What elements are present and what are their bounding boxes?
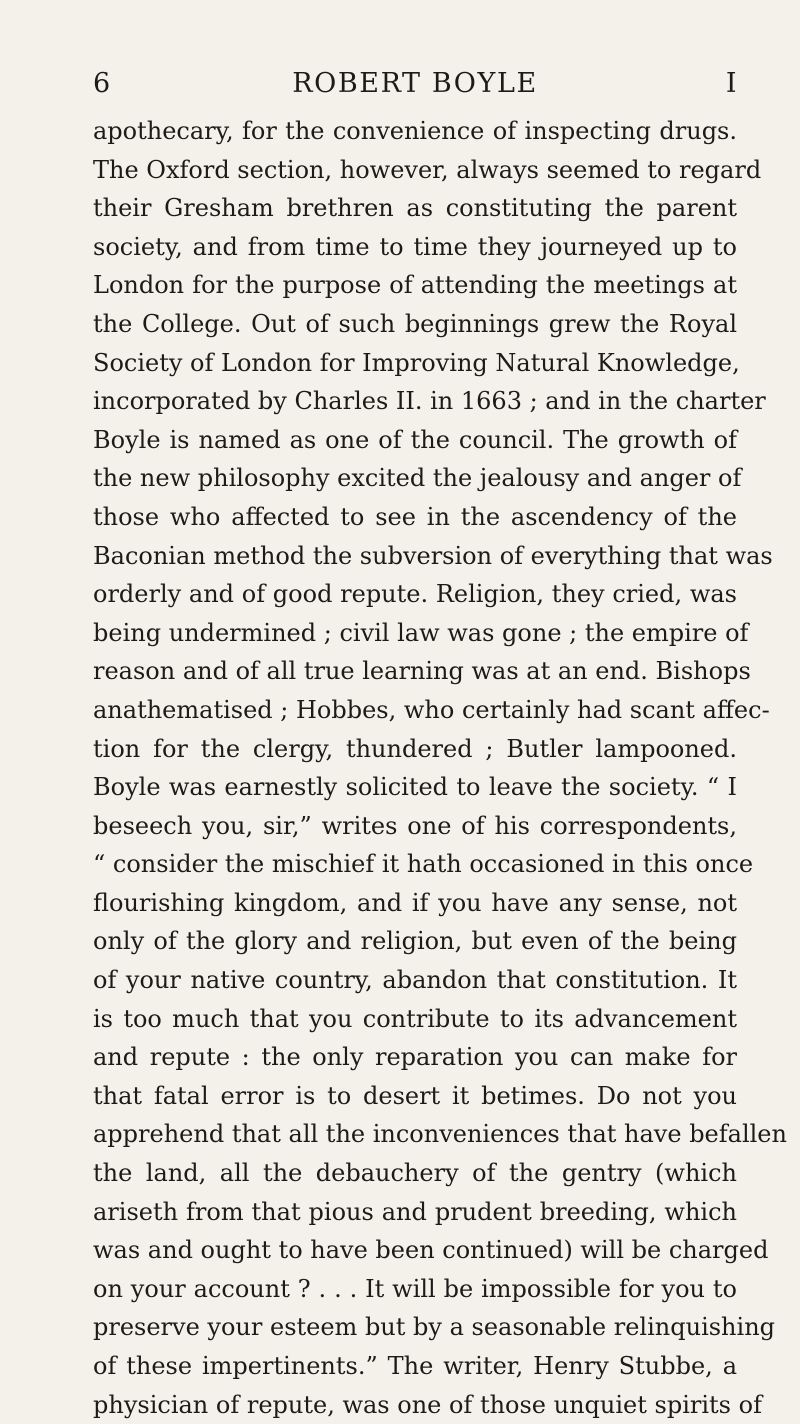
text-line: only of the glory and religion, but even of the being bbox=[93, 927, 737, 956]
text-line: tion for the clergy, thundered ; Butler lampooned. bbox=[93, 734, 737, 763]
text-line: Society of London for Improving Natural Knowledge, bbox=[93, 348, 740, 377]
text-line: is too much that you contribute to its advancement bbox=[93, 1004, 737, 1033]
text-line: apprehend that all the inconveniences that have befallen bbox=[93, 1120, 787, 1149]
text-line: The Oxford section, however, always seemed to regard bbox=[93, 155, 762, 184]
text-line: their Gresham brethren as constituting the parent bbox=[93, 194, 737, 223]
text-line: that fatal error is to desert it betimes. Do not you bbox=[93, 1081, 737, 1110]
text-line: of these impertinents.” The writer, Henry Stubbe, a bbox=[93, 1352, 737, 1380]
text-line: the new philosophy excited the jealousy and anger of bbox=[93, 464, 742, 493]
text-line: the College. Out of such beginnings grew the Royal bbox=[93, 309, 737, 338]
text-line: of your native country, abandon that constitution. It bbox=[93, 966, 737, 995]
text-line: “ consider the mischief it hath occasioned in this once bbox=[93, 850, 754, 879]
text-line: flourishing kingdom, and if you have any sense, not bbox=[93, 888, 737, 917]
text-line: Baconian method the subversion of everything that was bbox=[93, 541, 773, 570]
text-line: orderly and of good repute. Religion, they cried, was bbox=[93, 580, 737, 609]
text-line: Boyle was earnestly solicited to leave the society. “ I bbox=[93, 773, 737, 802]
text-line: those who affected to see in the ascendency of the bbox=[93, 502, 737, 531]
text-line: society, and from time to time they journeyed up to bbox=[93, 232, 737, 261]
text-line: incorporated by Charles II. in 1663 ; and in the charter bbox=[93, 387, 766, 416]
text-line: was and ought to have been continued) will be charged bbox=[93, 1236, 769, 1265]
body-text bbox=[93, 112, 787, 1424]
text-line: anathematised ; Hobbes, who certainly had scant affec- bbox=[93, 695, 770, 724]
text-line: on your account ? . . . It will be impossible for you to bbox=[93, 1274, 737, 1303]
running-head bbox=[93, 64, 737, 104]
text-line: apothecary, for the convenience of inspecting drugs. bbox=[93, 117, 737, 145]
text-line: physician of repute, was one of those unquiet spirits of bbox=[93, 1390, 762, 1419]
text-line: the land, all the debauchery of the gentry (which bbox=[93, 1159, 737, 1188]
text-line: reason and of all true learning was at an end. Bishops bbox=[93, 657, 751, 686]
text-line: London for the purpose of attending the meetings at bbox=[93, 271, 737, 300]
text-line: beseech you, sir,” writes one of his correspondents, bbox=[93, 811, 737, 840]
text-line: and repute : the only reparation you can make for bbox=[93, 1043, 737, 1072]
text-line: preserve your esteem but by a seasonable relinquishing bbox=[93, 1313, 776, 1342]
chapter-number: I bbox=[725, 68, 737, 99]
text-line: being undermined ; civil law was gone ; the empire of bbox=[93, 618, 749, 647]
running-title: ROBERT BOYLE bbox=[292, 68, 538, 99]
text-line: ariseth from that pious and prudent breeding, which bbox=[93, 1197, 737, 1226]
page-number: 6 bbox=[93, 68, 111, 99]
text-line: Boyle is named as one of the council. The growth of bbox=[93, 425, 737, 454]
